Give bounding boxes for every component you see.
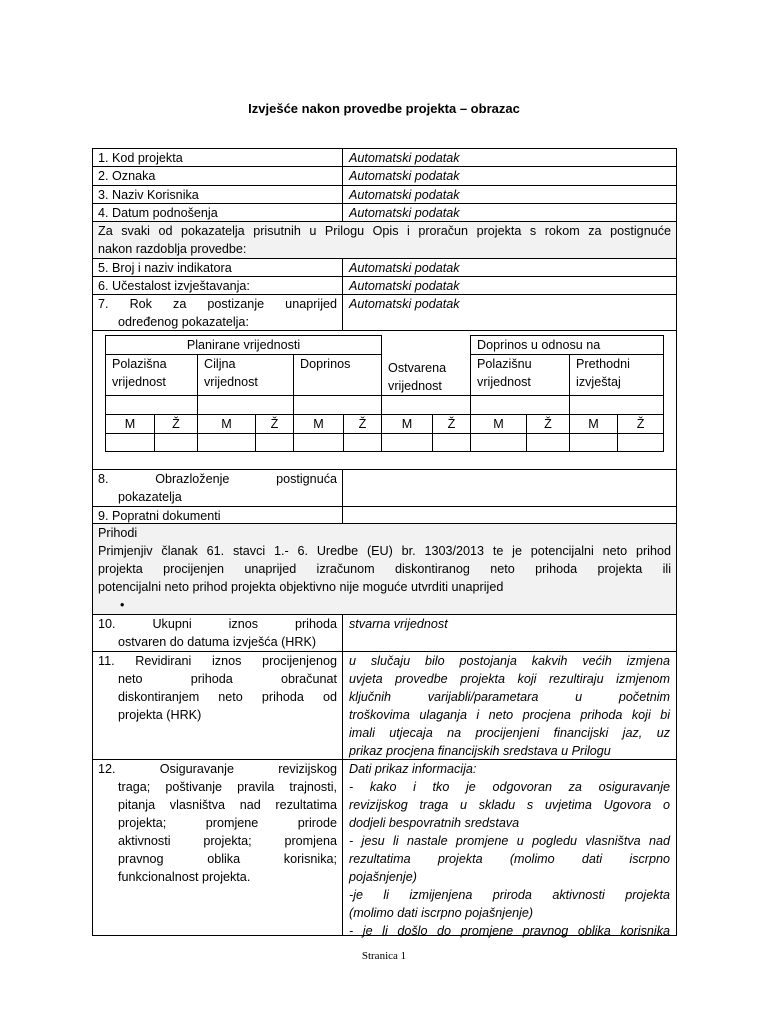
value-reporting-frequency[interactable]: Automatski podatak	[349, 279, 460, 293]
label-reporting-frequency: 6. Učestalost izvještavanja:	[93, 277, 343, 294]
revised-value-line-5: imali utjecaja na procijenjeni financijski jaz, uz	[349, 726, 670, 740]
label-justification	[93, 470, 343, 506]
gender-m-relative-start: M	[471, 414, 527, 433]
label-audit-line-3: pitanja vlasništva nad rezultatima	[118, 798, 337, 812]
col-header-start-value: Polazišna vrijednost	[106, 355, 198, 396]
label-deadline-line-1: 7. Rok za postizanje unaprijed	[98, 297, 337, 311]
label-revised-line-2: neto prihoda obračunat	[118, 672, 337, 686]
audit-value-line-10: - je li došlo do promjene pravnog oblika korisnika	[349, 924, 670, 938]
col-header-achieved-value: Ostvarena vrijednost	[382, 355, 471, 396]
row-total-income	[93, 615, 676, 652]
cell-m-achieved[interactable]	[382, 433, 433, 451]
income-line-1: Primjenjiv članak 61. stavci 1.- 6. Uredbe (EU) br. 1303/2013 te je potencijalni neto prihod	[98, 544, 671, 558]
revised-value-line-3: ključnih varijabli/parametara u početnim	[349, 690, 670, 704]
page-number: Stranica 1	[361, 950, 407, 962]
cell-contribution[interactable]	[294, 395, 382, 414]
audit-value-line-8: -je li izmijenjena priroda aktivnosti projekta	[349, 888, 670, 902]
indicator-values-table	[105, 335, 664, 452]
value-beneficiary-name[interactable]: Automatski podatak	[349, 188, 460, 202]
label-audit-line-4: projekta; promjene prirode	[118, 816, 337, 830]
audit-value-line-9: (molimo dati iscrpno pojašnjenje)	[349, 906, 534, 920]
revised-value-line-2: uvjeta provedbe projekta koji rezultiraju izmjenom	[349, 672, 670, 686]
label-justification-line-1: 8. Obrazloženje postignuća	[98, 472, 337, 486]
audit-value-line-2: - kako i tko je odgovoran za osiguravanje	[349, 780, 670, 794]
income-line-2: projekta procijenjen unaprijed izračunom diskontiranog neto prihoda projekta ili	[98, 562, 671, 576]
audit-value-line-5: - jesu li nastale promjene u pogledu vlasništva nad	[349, 834, 670, 848]
row-deadline	[93, 295, 676, 331]
income-line-3: potencijalni neto prihod projekta objektivno nije moguće utvrditi unaprijed	[98, 580, 504, 594]
label-revised-line-3: diskontiranjem neto prihoda od	[118, 690, 337, 704]
audit-value-line-7: pojašnjenje)	[349, 870, 417, 884]
cell-z-contribution[interactable]	[344, 433, 382, 451]
row-indicators-intro	[93, 222, 676, 259]
cell-z-start[interactable]	[155, 433, 198, 451]
row-project-code	[93, 149, 676, 167]
gender-m-contribution: M	[294, 414, 344, 433]
audit-value-line-6: rezultatima projekta (molimo dati iscrpno	[349, 852, 670, 866]
row-income	[93, 524, 676, 615]
label-audit-line-5: aktivnosti projekta; promjena	[118, 834, 337, 848]
row-indicator-name	[93, 259, 676, 277]
header-achieved-spacer	[382, 336, 471, 355]
row-supporting-documents	[93, 507, 676, 524]
cell-m-relative-start[interactable]	[471, 433, 527, 451]
label-audit-line-2: traga; poštivanje pravila trajnosti,	[118, 780, 337, 794]
intro-line-2: nakon razdoblja provedbe:	[98, 242, 247, 256]
label-revised-income	[93, 652, 343, 759]
value-justification[interactable]	[343, 470, 676, 506]
label-deadline-line-2: određenog pokazatelja:	[118, 315, 249, 329]
gender-z-contribution: Ž	[344, 414, 382, 433]
audit-value-line-3: revizijskog traga u skladu s uvjetima Ugovora o	[349, 798, 670, 812]
label-project-code: 1. Kod projekta	[93, 149, 343, 166]
row-designation	[93, 167, 676, 186]
col-header-contribution: Doprinos	[294, 355, 382, 396]
label-supporting-documents: 9. Popratni dokumenti	[93, 507, 343, 523]
audit-value-line-4: dodjeli bespovratnih sredstava	[349, 816, 520, 830]
document-title: Izvješće nakon provedbe projekta – obrazac	[248, 101, 520, 116]
label-revised-line-4: projekta (HRK)	[118, 708, 202, 722]
cell-m-start[interactable]	[106, 433, 155, 451]
cell-start-value[interactable]	[106, 395, 198, 414]
gender-z-start: Ž	[155, 414, 198, 433]
label-total-income-line-1: 10. Ukupni iznos prihoda	[98, 617, 337, 631]
value-supporting-documents[interactable]	[343, 507, 676, 523]
gender-m-target: M	[198, 414, 256, 433]
label-audit-line-6: pravnog oblika korisnika;	[118, 852, 337, 866]
report-form	[92, 148, 677, 936]
value-deadline[interactable]: Automatski podatak	[349, 297, 460, 311]
label-audit-line-1: 12. Osiguravanje revizijskog	[98, 762, 337, 776]
row-reporting-frequency	[93, 277, 676, 295]
cell-z-achieved[interactable]	[433, 433, 471, 451]
label-designation: 2. Oznaka	[93, 167, 343, 185]
row-submission-date	[93, 204, 676, 222]
cell-z-previous[interactable]	[618, 433, 664, 451]
header-contribution-relative: Doprinos u odnosu na	[471, 336, 664, 355]
gender-z-relative-start: Ž	[527, 414, 570, 433]
label-audit-trail	[93, 760, 343, 935]
label-audit-line-7: funkcionalnost projekta.	[118, 870, 251, 884]
value-revised-income[interactable]	[343, 652, 676, 759]
cell-m-contribution[interactable]	[294, 433, 344, 451]
cell-target-value[interactable]	[198, 395, 294, 414]
revised-value-line-1: u slučaju bilo postojanja kakvih većih izmjena	[349, 654, 670, 668]
gender-m-previous: M	[570, 414, 618, 433]
indicators-intro-text	[93, 222, 676, 258]
gender-z-previous: Ž	[618, 414, 664, 433]
value-project-code[interactable]: Automatski podatak	[349, 151, 460, 165]
revised-value-line-6: prikaz procjena financijskih sredstava u Prilogu	[349, 744, 611, 758]
gender-m-achieved: M	[382, 414, 433, 433]
label-revised-line-1: 11. Revidirani iznos procijenjenog	[98, 654, 337, 668]
cell-previous-report[interactable]	[570, 395, 664, 414]
row-revised-income	[93, 652, 676, 760]
label-submission-date: 4. Datum podnošenja	[93, 204, 343, 221]
income-heading: Prihodi	[98, 526, 138, 540]
cell-m-target[interactable]	[198, 433, 256, 451]
revised-value-line-4: troškovima ulaganja i neto procjena prihoda koji bi	[349, 708, 670, 722]
label-justification-line-2: pokazatelja	[118, 490, 182, 504]
value-total-income[interactable]: stvarna vrijednost	[349, 617, 448, 631]
value-submission-date[interactable]: Automatski podatak	[349, 206, 460, 220]
header-planned-values: Planirane vrijednosti	[106, 336, 382, 355]
value-designation[interactable]: Automatski podatak	[349, 169, 460, 183]
row-beneficiary-name	[93, 186, 676, 204]
label-indicator-name: 5. Broj i naziv indikatora	[93, 259, 343, 276]
cell-m-previous[interactable]	[570, 433, 618, 451]
cell-achieved-value[interactable]	[382, 395, 471, 414]
label-total-income	[93, 615, 343, 651]
cell-z-relative-start[interactable]	[527, 433, 570, 451]
gender-z-target: Ž	[256, 414, 294, 433]
income-bullet: •	[120, 598, 125, 612]
row-audit-trail	[93, 760, 676, 938]
cell-relative-start[interactable]	[471, 395, 570, 414]
income-section	[93, 524, 676, 614]
value-indicator-name[interactable]: Automatski podatak	[349, 261, 460, 275]
col-header-target-value: Ciljna vrijednost	[198, 355, 294, 396]
gender-m-start: M	[106, 414, 155, 433]
intro-line-1: Za svaki od pokazatelja prisutnih u Prilogu Opis i proračun projekta s rokom za postignuće	[98, 224, 671, 238]
row-indicator-values	[93, 331, 676, 470]
label-beneficiary-name: 3. Naziv Korisnika	[93, 186, 343, 203]
cell-z-target[interactable]	[256, 433, 294, 451]
audit-value-line-1: Dati prikaz informacija:	[349, 762, 477, 776]
col-header-relative-start: Polazišnu vrijednost	[471, 355, 570, 396]
col-header-previous-report: Prethodni izvještaj	[570, 355, 664, 396]
row-justification	[93, 470, 676, 507]
gender-z-achieved: Ž	[433, 414, 471, 433]
label-total-income-line-2: ostvaren do datuma izvješća (HRK)	[118, 635, 317, 649]
value-audit-trail[interactable]	[343, 760, 676, 938]
label-deadline	[93, 295, 343, 330]
